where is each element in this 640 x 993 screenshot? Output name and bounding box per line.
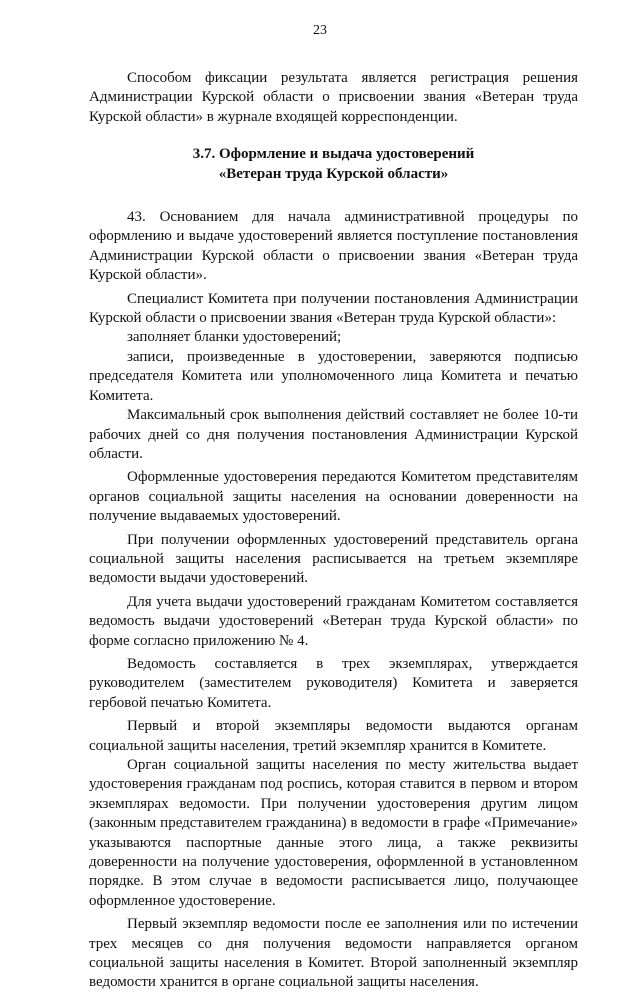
paragraph: 43. Основанием для начала административной процедуры по оформлению и выдаче удостоверений является поступление постановления Администрации Курской области о присвоении звания «Ветеран труда Курской области». [89,209,578,284]
document-body [89,69,578,993]
paragraph: Максимальный срок выполнения действий составляет не более 10-ти рабочих дней со дня получения постановления Администрации Курской области. [89,407,578,462]
section-heading-line-2: «Ветеран труда Курской области» [218,165,449,182]
paragraph: Первый экземпляр ведомости после ее заполнения или по истечении трех месяцев со дня получения ведомости направляется органом социальной защиты населения в Комитет. Второй заполненный экземпляр ведомости хранится в органе социальной защиты населения. [89,916,578,991]
paragraph: Орган социальной защиты населения по месту жительства выдает удостоверения гражданам под роспись, которая ставится в первом и втором экземплярах ведомости. При получении удостоверения другим лицом (законным представителем гражданина) в ведомости в графе «Примечание» указываются паспортные данные этого лица, а также реквизиты доверенности на получение удостоверения, оформленной в установленном порядке. В этом случае в ведомости расписывается лицо, получающее оформленное удостоверение. [89,757,578,909]
paragraph: записи, произведенные в удостоверении, заверяются подписью председателя Комитета или уполномоченного лица Комитета и печатью Комитета. [89,348,578,404]
paragraph: При получении оформленных удостоверений представитель органа социальной защиты населения расписывается на третьем экземпляре ведомости выдачи удостоверений. [89,531,578,587]
paragraph: Первый и второй экземпляры ведомости выдаются органам социальной защиты населения, третий экземпляр хранится в Комитете. [89,718,578,754]
paragraph: Ведомость составляется в трех экземплярах, утверждается руководителем (заместителем руководителя) Комитета и заверяется гербовой печатью Комитета. [89,655,578,711]
paragraph: Специалист Комитета при получении постановления Администрации Курской области о присвоении звания «Ветеран труда Курской области»: [89,290,578,327]
section-heading-line-1: 3.7. Оформление и выдача удостоверений [192,146,475,163]
paragraph: заполняет бланки удостоверений; [127,329,342,346]
paragraph-intro: Способом фиксации результата является регистрация решения Администрации Курской области о присвоении звания «Ветеран труда Курской области» в журнале входящей корреспонденции. [89,70,578,125]
section-heading [89,145,578,184]
paragraph: Оформленные удостоверения передаются Комитетом представителям органов социальной защиты населения на основании доверенности на получение выдаваемых удостоверений. [89,469,578,525]
paragraph: Для учета выдачи удостоверений гражданам Комитетом составляется ведомость выдачи удостоверений «Ветеран труда Курской области» по форме согласно приложению № 4. [89,593,578,649]
page-number: 23 [313,23,327,38]
